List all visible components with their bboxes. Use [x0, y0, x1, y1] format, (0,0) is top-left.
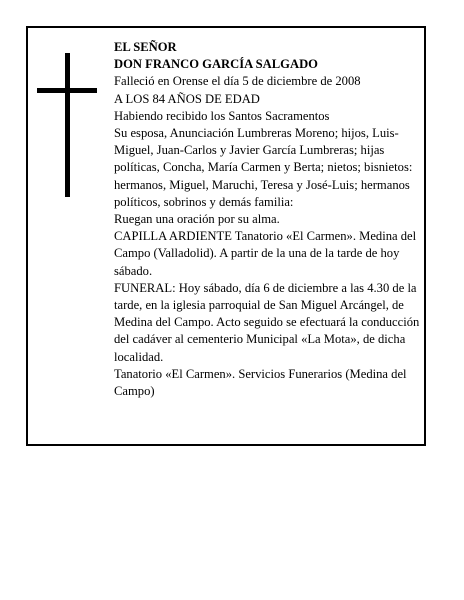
sacraments-line: Habiendo recibido los Santos Sacramentos — [114, 108, 330, 123]
funeral-services: Tanatorio «El Carmen». Servicios Funerarios (Medina del Campo) — [114, 366, 407, 399]
family-list: Su esposa, Anunciación Lumbreras Moreno; hijos, Luis-Miguel, Juan-Carlos y Javier García Lumbreras; hijas políticas, Concha, María Carmen y Berta; nietos; bisnietos: hermanos, Miguel, Maruchi, Teresa y José-Luis; hermanos políticos, sobrinos y demás familia: — [114, 126, 413, 209]
chapel-info: CAPILLA ARDIENTE Tanatorio «El Carmen». Medina del Campo (Valladolid). A partir de la una de la tarde de hoy sábado. — [114, 229, 417, 278]
prayer-request: Ruegan una oración por su alma. — [114, 212, 280, 227]
deceased-name: DON FRANCO GARCÍA SALGADO — [114, 57, 318, 72]
title-line-1: EL SEÑOR — [114, 40, 177, 54]
age-line: A LOS 84 AÑOS DE EDAD — [114, 91, 260, 106]
obituary-text — [114, 39, 426, 400]
funeral-info: FUNERAL: Hoy sábado, día 6 de diciembre a las 4.30 de la tarde, en la iglesia parroquial de San Miguel Arcángel, de Medina del Campo. Acto seguido se efectuará la conducción del cadáver al cementerio Municipal «La Mota», de dicha localidad. — [114, 280, 420, 364]
cross-icon — [37, 53, 97, 197]
cross-horizontal-bar — [37, 88, 97, 93]
cross-vertical-bar — [65, 53, 70, 197]
death-info: Falleció en Orense el día 5 de diciembre de 2008 — [114, 74, 361, 89]
